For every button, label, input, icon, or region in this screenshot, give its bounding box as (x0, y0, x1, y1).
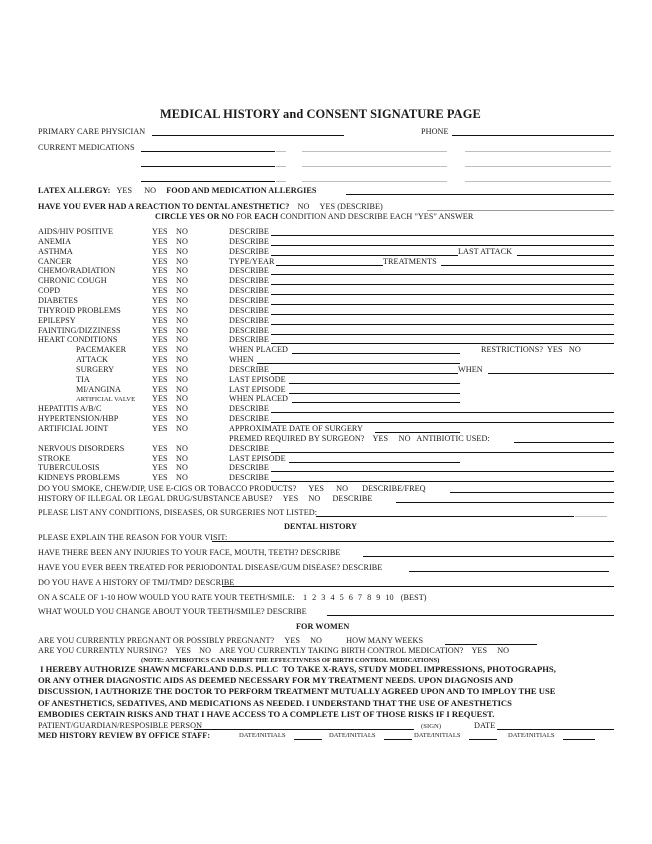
condition-describe-field[interactable] (292, 353, 460, 354)
condition-name: STROKE (38, 454, 71, 463)
smile-rating-option[interactable]: 7 (357, 593, 363, 602)
condition-yes-option[interactable]: YES (152, 266, 168, 275)
birth-control-yes-option[interactable]: YES (471, 646, 488, 655)
consent-line: I HEREBY AUTHORIZE SHAWN MCFARLAND D.D.S. PLLC TO TAKE X-RAYS, STUDY MODEL IMPRESSIONS, PHOTOGRAPHS, (38, 664, 556, 674)
condition-field-label: DESCRIBE (229, 414, 269, 423)
medication-field-2[interactable] (302, 151, 447, 152)
condition-field-label: WHEN PLACED (229, 345, 288, 354)
condition-extra-label: WHEN (458, 365, 483, 374)
condition-describe-field[interactable] (271, 235, 614, 236)
substance-describe-label: DESCRIBE (332, 494, 373, 503)
condition-describe-field[interactable] (271, 471, 614, 472)
change-smile-label: WHAT WOULD YOU CHANGE ABOUT YOUR TEETH/SMILE? DESCRIBE (38, 607, 307, 616)
condition-field-label: DESCRIBE (229, 247, 269, 256)
smile-rating-question: ON A SCALE OF 1-10 HOW WOULD YOU RATE YOUR TEETH/SMILE: (38, 593, 295, 602)
condition-describe-field[interactable] (375, 432, 460, 433)
tmj-label: DO YOU HAVE A HISTORY OF TMJ/TMD? DESCRIBE (38, 578, 235, 587)
condition-field-label: DESCRIBE (229, 365, 269, 374)
condition-no-option[interactable]: NO (176, 355, 188, 364)
smile-rating-option[interactable]: 1 (302, 593, 308, 602)
medication-field-5[interactable] (302, 166, 447, 167)
consent-line: EMBODIES CERTAIN RISKS AND THAT I HAVE ACCESS TO A COMPLETE LIST OF THOSE RISKS IF I REQUEST. (38, 708, 495, 719)
smile-rating-option[interactable]: 2 (312, 593, 317, 602)
substance-row (38, 494, 372, 504)
condition-field-label: LAST EPISODE (229, 385, 286, 394)
anesthetic-yes-option[interactable]: YES (DESCRIBE) (319, 202, 383, 211)
birth-control-no-option[interactable]: NO (497, 646, 510, 655)
condition-no-option[interactable]: NO (176, 454, 188, 463)
substance-describe-field[interactable] (396, 502, 614, 503)
condition-extra-label: RESTRICTIONS? YES NO (481, 345, 581, 354)
pregnant-question: ARE YOU CURRENTLY PREGNANT OR POSSIBLY PREGNANT? (38, 636, 275, 645)
condition-no-option[interactable]: NO (176, 463, 188, 472)
condition-name: MI/ANGINA (76, 385, 122, 394)
medication-field-7b (276, 181, 286, 182)
condition-name: HEPATITIS A/B/C (38, 404, 102, 413)
pregnant-row (38, 636, 423, 646)
smoke-yes-option[interactable]: YES (308, 484, 324, 493)
condition-yes-option[interactable]: YES (152, 385, 168, 394)
staff-initials-1-field[interactable] (294, 739, 322, 740)
condition-describe-field[interactable] (271, 314, 614, 315)
condition-name: PACEMAKER (76, 345, 127, 354)
consent-line: OR ANY OTHER DIAGNOSTIC AIDS AS DEEMED NECESSARY FOR MY TREATMENT NEEDS. UPON DIAGNOSIS AND (38, 675, 514, 686)
condition-describe-field[interactable] (271, 304, 614, 305)
condition-name: NERVOUS DISORDERS (38, 444, 125, 453)
condition-extra-field[interactable] (488, 373, 614, 374)
condition-no-option[interactable]: NO (176, 227, 188, 236)
change-smile-field[interactable] (327, 615, 614, 616)
smile-rating-option[interactable]: 8 (367, 593, 372, 602)
condition-yes-option[interactable]: YES (152, 306, 168, 315)
medication-field-1[interactable] (141, 151, 275, 152)
condition-no-option[interactable]: NO (176, 375, 188, 384)
condition-no-option[interactable]: NO (176, 286, 188, 295)
smile-rating-row (38, 593, 432, 603)
staff-initials-2-label: DATE/INITIALS (329, 732, 376, 739)
smoke-describe-field[interactable] (450, 492, 614, 493)
condition-name: CHRONIC COUGH (38, 276, 107, 285)
signature-field[interactable] (194, 729, 414, 730)
condition-field-label: WHEN PLACED (229, 394, 288, 403)
condition-field-label: DESCRIBE (229, 326, 269, 335)
anesthetic-no-option[interactable]: NO (297, 202, 310, 211)
condition-yes-option[interactable]: YES (152, 404, 168, 413)
condition-yes-option[interactable]: YES (152, 257, 168, 266)
periodontal-field[interactable] (409, 571, 609, 572)
condition-yes-option[interactable]: YES (152, 473, 168, 482)
condition-field-label: DESCRIBE (229, 237, 269, 246)
condition-no-option[interactable]: NO (176, 326, 188, 335)
substance-no-option[interactable]: NO (308, 494, 321, 503)
condition-field-label: DESCRIBE (229, 404, 269, 413)
condition-yes-option[interactable]: YES (152, 227, 168, 236)
instructions-mid: FOR (233, 212, 255, 221)
nursing-no-option[interactable]: NO (199, 646, 212, 655)
condition-no-option[interactable]: NO (176, 276, 188, 285)
condition-describe-field[interactable] (514, 442, 614, 443)
condition-field-label: APPROXIMATE DATE OF SURGERY (229, 424, 363, 433)
condition-yes-option[interactable]: YES (152, 296, 168, 305)
latex-allergy-label: LATEX ALLERGY: (38, 186, 111, 195)
medication-field-6[interactable] (465, 166, 611, 167)
condition-name: THYROID PROBLEMS (38, 306, 121, 315)
condition-name: HYPERTENSION/HBP (38, 414, 119, 423)
condition-field-label: DESCRIBE (229, 266, 269, 275)
condition-yes-option[interactable]: YES (152, 463, 168, 472)
smoke-question: DO YOU SMOKE, CHEW/DIP, USE E-CIGS OR TOBACCO PRODUCTS? (38, 484, 297, 493)
condition-describe-field[interactable] (289, 393, 460, 394)
instructions-bold: CIRCLE YES OR NO (155, 212, 234, 221)
primary-care-physician-field[interactable] (152, 135, 344, 136)
smile-rating-option[interactable]: 3 (321, 593, 326, 602)
latex-allergy-row (38, 186, 317, 196)
condition-describe-field[interactable] (276, 265, 383, 266)
condition-yes-option[interactable]: YES (152, 454, 168, 463)
condition-yes-option[interactable]: YES (152, 355, 168, 364)
condition-extra-field[interactable] (517, 255, 614, 256)
anesthetic-reaction-row (38, 202, 383, 212)
condition-field-label: DESCRIBE (229, 316, 269, 325)
circle-instructions (155, 212, 473, 222)
condition-extra-label: TREATMENTS (383, 257, 437, 266)
condition-describe-field[interactable] (271, 373, 458, 374)
condition-no-option[interactable]: NO (176, 335, 188, 344)
condition-name: EPILEPSY (38, 316, 76, 325)
pregnant-no-option[interactable]: NO (310, 636, 323, 645)
instructions-rest: CONDITION AND DESCRIBE EACH "YES" ANSWER (278, 212, 474, 221)
anesthetic-describe-field[interactable] (427, 210, 614, 211)
current-medications-label: CURRENT MEDICATIONS (38, 143, 135, 152)
nursing-yes-option[interactable]: YES (175, 646, 192, 655)
condition-describe-field[interactable] (271, 274, 614, 275)
condition-field-label: DESCRIBE (229, 276, 269, 285)
condition-field-label: DESCRIBE (229, 473, 269, 482)
condition-field-label: DESCRIBE (229, 306, 269, 315)
condition-describe-field[interactable] (271, 324, 614, 325)
condition-extra-label: LAST ATTACK (458, 247, 513, 256)
condition-no-option[interactable]: NO (176, 237, 188, 246)
condition-no-option[interactable]: NO (176, 296, 188, 305)
nursing-row (38, 646, 509, 656)
condition-name: HEART CONDITIONS (38, 335, 118, 344)
condition-yes-option[interactable]: YES (152, 345, 168, 354)
substance-yes-option[interactable]: YES (282, 494, 299, 503)
condition-yes-option[interactable]: YES (152, 444, 168, 453)
condition-no-option[interactable]: NO (176, 306, 188, 315)
condition-field-label: DESCRIBE (229, 286, 269, 295)
smile-rating-option[interactable]: 9 (376, 593, 381, 602)
visit-reason-label: PLEASE EXPLAIN THE REASON FOR YOUR VISIT: (38, 533, 228, 542)
condition-yes-option[interactable]: YES (152, 316, 168, 325)
medication-field-4[interactable] (141, 166, 275, 167)
condition-field-label: LAST EPISODE (229, 375, 286, 384)
staff-initials-3-field[interactable] (469, 739, 497, 740)
condition-describe-field[interactable] (271, 452, 614, 453)
consent-paragraph (38, 664, 556, 720)
condition-name: TIA (76, 375, 90, 384)
smoke-describe-label: DESCRIBE/FREQ (362, 484, 426, 493)
condition-field-label: TYPE/YEAR (229, 257, 275, 266)
condition-describe-field[interactable] (289, 462, 460, 463)
pregnant-yes-option[interactable]: YES (284, 636, 300, 645)
condition-name: ANEMIA (38, 237, 72, 246)
condition-yes-option[interactable]: YES (152, 247, 168, 256)
condition-describe-field[interactable] (271, 284, 614, 285)
dental-history-heading: DENTAL HISTORY (284, 522, 358, 531)
condition-name: ATTACK (76, 355, 108, 364)
condition-no-option[interactable]: NO (176, 247, 188, 256)
consent-line: DISCUSSION, I AUTHORIZE THE DOCTOR TO PERFORM TREATMENT MUTUALLY AGREED UPON AND TO IMPLOY THE USE (38, 686, 556, 697)
condition-describe-field[interactable] (271, 481, 614, 482)
staff-initials-4-label: DATE/INITIALS (508, 732, 555, 739)
condition-yes-option[interactable]: YES (152, 414, 168, 423)
latex-yes-option[interactable]: YES (116, 186, 133, 195)
condition-describe-field[interactable] (271, 294, 614, 295)
condition-describe-field[interactable] (271, 422, 614, 423)
condition-describe-field[interactable] (271, 334, 614, 335)
condition-name: CHEMO/RADIATION (38, 266, 116, 275)
staff-initials-2-field[interactable] (384, 739, 412, 740)
condition-no-option[interactable]: NO (176, 345, 188, 354)
condition-name: AIDS/HIV POSITIVE (38, 227, 114, 236)
substance-question: HISTORY OF ILLEGAL OR LEGAL DRUG/SUBSTANCE ABUSE? (38, 494, 273, 503)
condition-field-label: DESCRIBE (229, 227, 269, 236)
periodontal-label: HAVE YOU EVER BEEN TREATED FOR PERIODONTAL DISEASE/GUM DISEASE? DESCRIBE (38, 563, 383, 572)
weeks-field[interactable] (445, 644, 537, 645)
tmj-field[interactable] (222, 586, 614, 587)
not-listed-field[interactable] (316, 516, 574, 517)
visit-reason-field[interactable] (212, 541, 614, 542)
date-field[interactable] (497, 729, 614, 730)
medication-field-4b (276, 166, 286, 167)
condition-yes-option[interactable]: YES (152, 375, 168, 384)
condition-name: KIDNEYS PROBLEMS (38, 473, 121, 482)
condition-yes-option[interactable]: YES (152, 286, 168, 295)
sign-label: (SIGN) (421, 723, 442, 730)
condition-no-option[interactable]: NO (176, 266, 188, 275)
instructions-each: EACH (254, 212, 279, 221)
staff-initials-1-label: DATE/INITIALS (239, 732, 286, 739)
condition-name: ARTIFICIAL VALVE (76, 396, 136, 403)
smile-rating-scale (303, 593, 432, 602)
condition-no-option[interactable]: NO (176, 404, 188, 413)
weeks-label: HOW MANY WEEKS (346, 636, 424, 645)
condition-no-option[interactable]: NO (176, 257, 188, 266)
nursing-question: ARE YOU CURRENTLY NURSING? (38, 646, 168, 655)
condition-describe-field[interactable] (257, 363, 460, 364)
responsible-person-label: PATIENT/GUARDIAN/RESPOSIBLE PERSON (38, 721, 203, 730)
smile-rating-option[interactable]: 6 (348, 593, 353, 602)
condition-field-label: WHEN (229, 355, 254, 364)
condition-yes-option[interactable]: YES (152, 365, 168, 374)
smoke-row (38, 484, 426, 494)
medication-field-8[interactable] (302, 181, 447, 182)
condition-yes-option[interactable]: YES (152, 335, 168, 344)
staff-initials-4-field[interactable] (563, 739, 595, 740)
for-women-heading: FOR WOMEN (296, 622, 350, 631)
date-label: DATE (474, 721, 496, 730)
condition-no-option[interactable]: NO (176, 444, 188, 453)
staff-review-label: MED HISTORY REVIEW BY OFFICE STAFF: (38, 731, 211, 740)
condition-name: TUBERCULOSIS (38, 463, 100, 472)
phone-field[interactable] (452, 135, 614, 136)
injuries-field[interactable] (363, 556, 614, 557)
condition-name: ASTHMA (38, 247, 73, 256)
condition-describe-field[interactable] (271, 255, 458, 256)
condition-describe-field[interactable] (292, 402, 460, 403)
antibiotics-note: (NOTE: ANTIBIOTICS CAN INHIBIT THE EFFECTIVNESS OF BIRTH CONTROL MEDICATIONS) (141, 657, 440, 664)
condition-field-label: DESCRIBE (229, 335, 269, 344)
injuries-label: HAVE THERE BEEN ANY INJURIES TO YOUR FACE, MOUTH, TEETH? DESCRIBE (38, 548, 341, 557)
condition-no-option[interactable]: NO (176, 394, 188, 403)
phone-label: PHONE (421, 127, 449, 136)
condition-no-option[interactable]: NO (176, 424, 188, 433)
condition-yes-option[interactable]: YES (152, 276, 168, 285)
page-title: MEDICAL HISTORY and CONSENT SIGNATURE PAGE (160, 107, 481, 121)
smile-rating-option[interactable]: 5 (339, 593, 344, 602)
medication-field-9[interactable] (465, 181, 611, 182)
condition-name: COPD (38, 286, 61, 295)
condition-name: CANCER (38, 257, 72, 266)
medication-field-1b (276, 151, 286, 152)
smoke-no-option[interactable]: NO (336, 484, 349, 493)
condition-name: SURGERY (76, 365, 115, 374)
condition-no-option[interactable]: NO (176, 473, 188, 482)
condition-name: FAINTING/DIZZINESS (38, 326, 121, 335)
not-listed-label: PLEASE LIST ANY CONDITIONS, DISEASES, OR SURGERIES NOT LISTED: (38, 508, 318, 517)
medication-field-3[interactable] (465, 151, 611, 152)
latex-no-option[interactable]: NO (144, 186, 157, 195)
condition-extra-field[interactable] (441, 265, 614, 266)
condition-field-label: DESCRIBE (229, 296, 269, 305)
condition-field-label: DESCRIBE (229, 444, 269, 453)
condition-describe-field[interactable] (289, 383, 460, 384)
condition-field-label: LAST EPISODE (229, 454, 286, 463)
birth-control-question: ARE YOU CURRENTLY TAKING BIRTH CONTROL MEDICATION? (219, 646, 464, 655)
condition-describe-field[interactable] (271, 343, 614, 344)
condition-yes-option[interactable]: YES (152, 326, 168, 335)
condition-no-option[interactable]: NO (176, 365, 188, 374)
condition-yes-option[interactable]: YES (152, 237, 168, 246)
smile-rating-option[interactable]: 4 (330, 593, 335, 602)
condition-yes-option[interactable]: YES (152, 394, 168, 403)
condition-no-option[interactable]: NO (176, 385, 188, 394)
condition-no-option[interactable]: NO (176, 414, 188, 423)
condition-describe-field[interactable] (271, 245, 614, 246)
smile-rating-option[interactable]: 10 (BEST) (385, 593, 427, 602)
not-listed-field-ext (575, 516, 607, 517)
condition-name: DIABETES (38, 296, 78, 305)
condition-name: ARTIFICIAL JOINT (38, 424, 109, 433)
medication-field-7[interactable] (141, 181, 275, 182)
staff-initials-3-label: DATE/INITIALS (414, 732, 461, 739)
food-medication-allergies-field[interactable] (346, 194, 614, 195)
food-medication-allergies-label: FOOD AND MEDICATION ALLERGIES (166, 186, 317, 195)
consent-line: OF ANESTHETICS, SEDATIVES, AND MEDICATIONS AS NEEDED. I UNDERSTAND THAT THE USE OF ANESTHETICS (38, 697, 512, 708)
anesthetic-question: HAVE YOU EVER HAD A REACTION TO DENTAL ANESTHETIC? (38, 202, 290, 211)
condition-no-option[interactable]: NO (176, 316, 188, 325)
condition-describe-field[interactable] (271, 412, 614, 413)
primary-care-physician-label: PRIMARY CARE PHYSICIAN (38, 127, 146, 136)
condition-field-label: PREMED REQUIRED BY SURGEON? YES NO ANTIBIOTIC USED: (229, 434, 490, 443)
staff-review-row (38, 731, 210, 741)
condition-field-label: DESCRIBE (229, 463, 269, 472)
condition-yes-option[interactable]: YES (152, 424, 168, 433)
